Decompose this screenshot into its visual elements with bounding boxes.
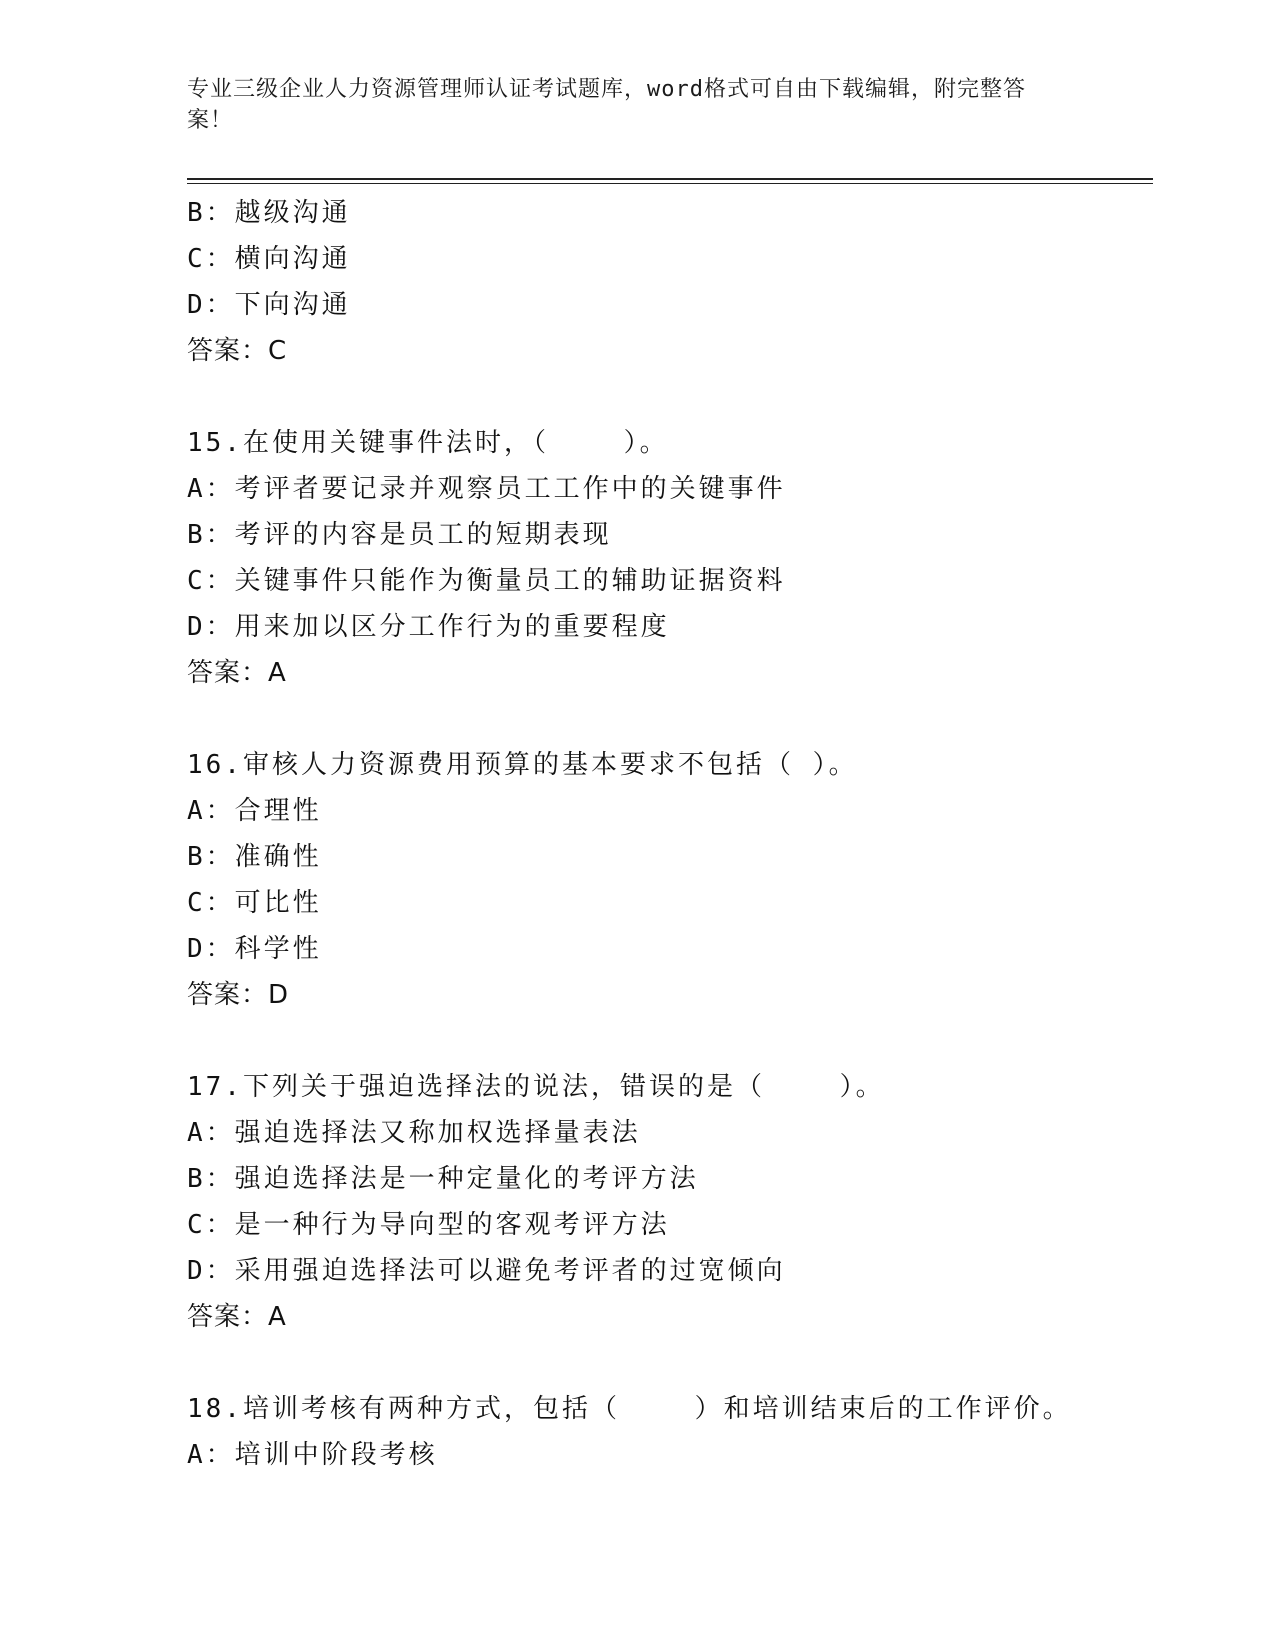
- option-line: C：可比性: [187, 888, 322, 918]
- option-line: B：强迫选择法是一种定量化的考评方法: [187, 1164, 699, 1194]
- option-line: C：横向沟通: [187, 244, 351, 274]
- question-18: 18.培训考核有两种方式，包括（ ）和培训结束后的工作评价。: [187, 1394, 1072, 1424]
- option-line: B：考评的内容是员工的短期表现: [187, 520, 612, 550]
- document-body: [187, 190, 1147, 1478]
- option-line: D：科学性: [187, 934, 322, 964]
- option-line: A：合理性: [187, 796, 322, 826]
- option-line: A：考评者要记录并观察员工工作中的关键事件: [187, 474, 786, 504]
- option-line: C：关键事件只能作为衡量员工的辅助证据资料: [187, 566, 786, 596]
- spacer: [187, 374, 1147, 420]
- option-line: D：采用强迫选择法可以避免考评者的过宽倾向: [187, 1256, 786, 1286]
- spacer: [187, 1340, 1147, 1386]
- header-divider: [187, 178, 1153, 184]
- question-16: 16.审核人力资源费用预算的基本要求不包括（ ）。: [187, 750, 858, 780]
- spacer: [187, 696, 1147, 742]
- option-line: A：强迫选择法又称加权选择量表法: [187, 1118, 641, 1148]
- option-line: B：准确性: [187, 842, 322, 872]
- question-15: 15.在使用关键事件法时，（ ）。: [187, 428, 669, 458]
- option-line: A：培训中阶段考核: [187, 1440, 438, 1470]
- answer-line: 答案：A: [187, 1302, 287, 1332]
- answer-line: 答案：C: [187, 336, 288, 366]
- answer-line: 答案：D: [187, 980, 290, 1010]
- option-line: B：越级沟通: [187, 198, 351, 228]
- document-header: 专业三级企业人力资源管理师认证考试题库，word格式可自由下载编辑，附完整答案！: [187, 77, 1026, 133]
- question-17: 17.下列关于强迫选择法的说法，错误的是（ ）。: [187, 1072, 885, 1102]
- answer-line: 答案：A: [187, 658, 287, 688]
- spacer: [187, 1018, 1147, 1064]
- option-line: D：下向沟通: [187, 290, 351, 320]
- option-line: D：用来加以区分工作行为的重要程度: [187, 612, 670, 642]
- option-line: C：是一种行为导向型的客观考评方法: [187, 1210, 670, 1240]
